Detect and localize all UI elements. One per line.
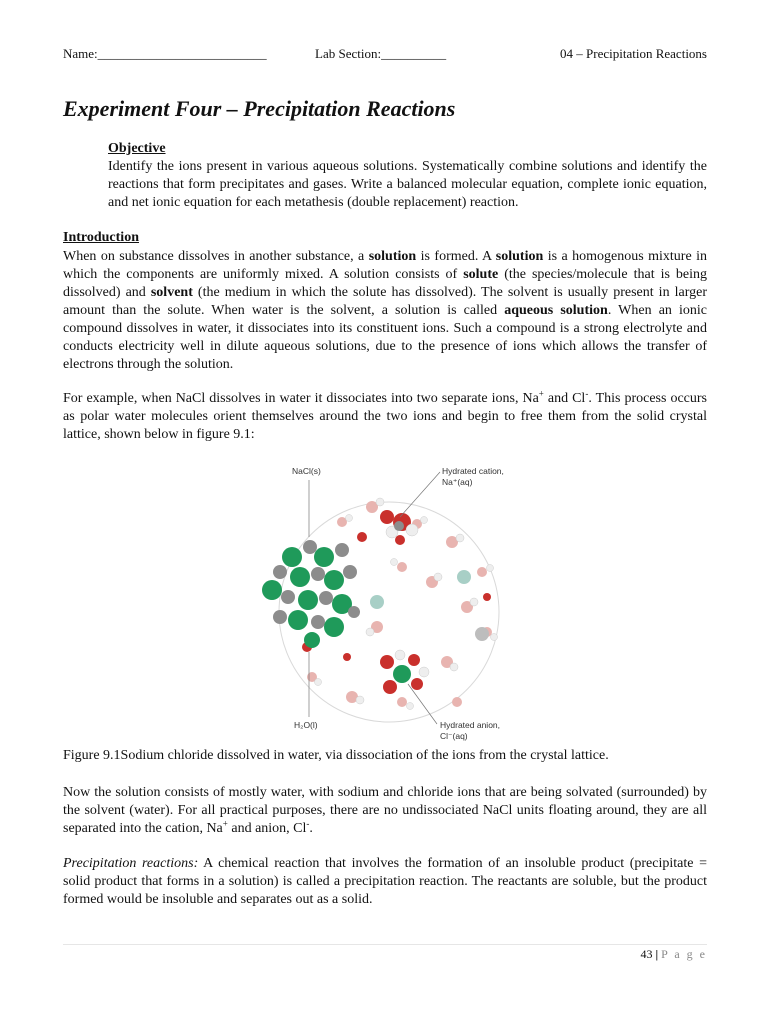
page-number: 43 | P a g e [640,947,707,961]
nacl-dissolution-figure [252,462,522,746]
running-header-title: 04 – Precipitation Reactions [560,46,707,61]
label-hydrated-anion: Hydrated anion, [440,720,501,730]
lab-section-label: Lab Section:__________ [315,46,447,61]
precipitation-paragraph: Precipitation reactions: A chemical reaction that involves the formation of an insoluble product (precipitate = solid product that forms in a solution) is called a precipitation reaction. The reactants are soluble, but the product formed would be insoluble and separates out as a solid. [63,856,708,907]
figure-caption: Figure 9.1Sodium chloride dissolved in water, via dissociation of the ions from the crystal lattice. [63,748,609,763]
label-hydrated-cation: Hydrated cation, [442,466,504,476]
introduction-paragraph-2: For example, when NaCl dissolves in water it dissociates into two separate ions, Na+ and Cl-. This process occurs as polar water molecules orient themselves around the two ions and begin to free them from the solid crystal lattice, shown below in figure 9.1: [63,388,707,442]
solvation-paragraph: Now the solution consists of mostly water, with sodium and chloride ions that are being solvated (surrounded) by the solvent (water). For all practical purposes, there are no undissociated NaCl units floating around, they are all separated into the cation, Na+ and anion, Cl-. [63,785,707,836]
objective-heading: Objective [108,141,166,156]
footer-divider [63,944,707,945]
label-chloride-aq: Cl⁻(aq) [440,731,468,741]
introduction-heading: Introduction [63,230,139,245]
label-nacl-solid: NaCl(s) [292,466,321,476]
name-field-label: Name:__________________________ [63,46,267,61]
page-title: Experiment Four – Precipitation Reactions [63,96,456,121]
label-water: H₂O(l) [294,720,318,730]
introduction-paragraph-1: When on substance dissolves in another substance, a solution is formed. A solution is a homogenous mixture in which the components are uniformly mixed. A solution consists of solute (the species/molecule that is being dissolved) and solvent (the medium in which the solute has dissolved). The solvent is usually present in larger amount than the solute. When water is the solvent, a solution is called aqueous solution. When an ionic compound dissolves in water, it dissociates into its constituent ions. Such a compound is a strong electrolyte and conducts electricity well in dilute aqueous solutions, due to the presence of ions which allows the transfer of electrons through the solution. [63,249,708,372]
objective-text: Identify the ions present in various aqueous solutions. Systematically combine solutions and identify the reactions that form precipitates and gases. Write a balanced molecular equation, complete ionic equation, and net ionic equation for each metathesis (double replacement) reaction. [108,159,707,210]
label-sodium-aq: Na⁺(aq) [442,477,473,487]
